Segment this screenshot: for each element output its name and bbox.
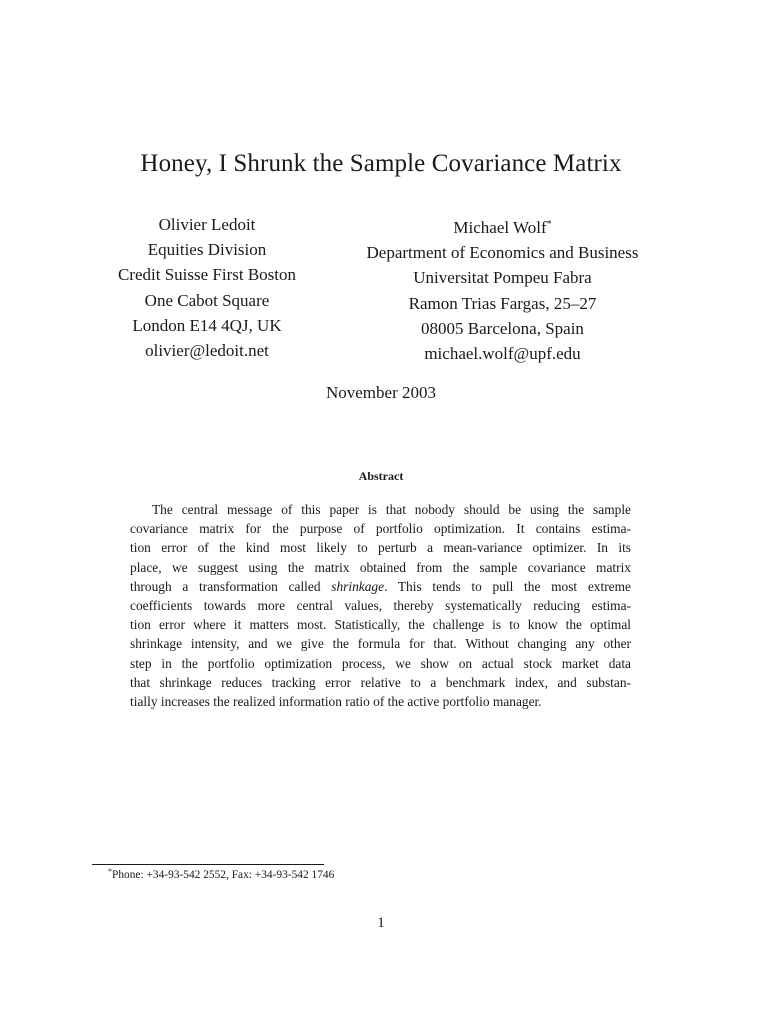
author-affiliation-line: Ramon Trias Fargas, 25–27 [408,293,597,313]
abstract-line: that shrinkage reduces tracking error relative to a benchmark index, and substan- [130,674,631,690]
author-affiliation-line: London E14 4QJ, UK [132,315,282,335]
author-email: olivier@ledoit.net [145,341,269,361]
abstract-line: covariance matrix for the purpose of portfolio optimization. It contains estima- [130,521,631,537]
footnote-text: Phone: +34-93-542 2552, Fax: +34-93-542 1746 [112,869,335,881]
abstract-line-with-italic: through a transformation called shrinkage. This tends to pull the most extreme [130,578,631,594]
author-block-wolf [330,212,675,366]
footnote-divider [92,864,324,865]
abstract-body [130,500,631,711]
author-name-row [330,212,675,240]
author-affiliation-line: Universitat Pompeu Fabra [413,268,592,288]
footnote-marker: * [546,219,552,230]
author-affiliation-line: Credit Suisse First Boston [117,265,297,285]
abstract-line: step in the portfolio optimization process, we show on actual stock market data [130,655,631,671]
abstract-line: shrinkage intensity, and we give the formula for that. Without changing any other [130,636,631,652]
page-number: 1 [377,915,385,931]
publication-date: November 2003 [325,383,436,402]
author-affiliation-line: One Cabot Square [144,290,270,310]
author-email: michael.wolf@upf.edu [424,344,581,364]
abstract-line: tially increases the realized information ratio of the active portfolio manager. [130,693,542,709]
author-affiliation-line: Equities Division [147,240,267,260]
author-name: Olivier Ledoit [158,215,256,234]
author-block-ledoit [92,212,322,363]
footnote [108,867,334,881]
abstract-line: place, we suggest using the matrix obtained from the sample covariance matrix [130,559,631,575]
abstract-line: The central message of this paper is that nobody should be using the sample [152,502,631,517]
abstract-line: coefficients towards more central values, thereby systematically reducing estima- [130,597,631,613]
abstract-line: tion error where it matters most. Statistically, the challenge is to know the optimal [130,617,631,633]
abstract-heading: Abstract [358,469,404,483]
italic-term-shrinkage: shrinkage [331,578,385,594]
author-name: Michael Wolf [453,218,547,237]
author-affiliation-line: Department of Economics and Business [366,243,639,263]
abstract-line: tion error of the kind most likely to perturb a mean-variance optimizer. In its [130,540,631,556]
paper-title: Honey, I Shrunk the Sample Covariance Matrix [140,150,622,177]
author-affiliation-line: 08005 Barcelona, Spain [421,318,584,338]
footnote-mark: * [108,867,112,876]
